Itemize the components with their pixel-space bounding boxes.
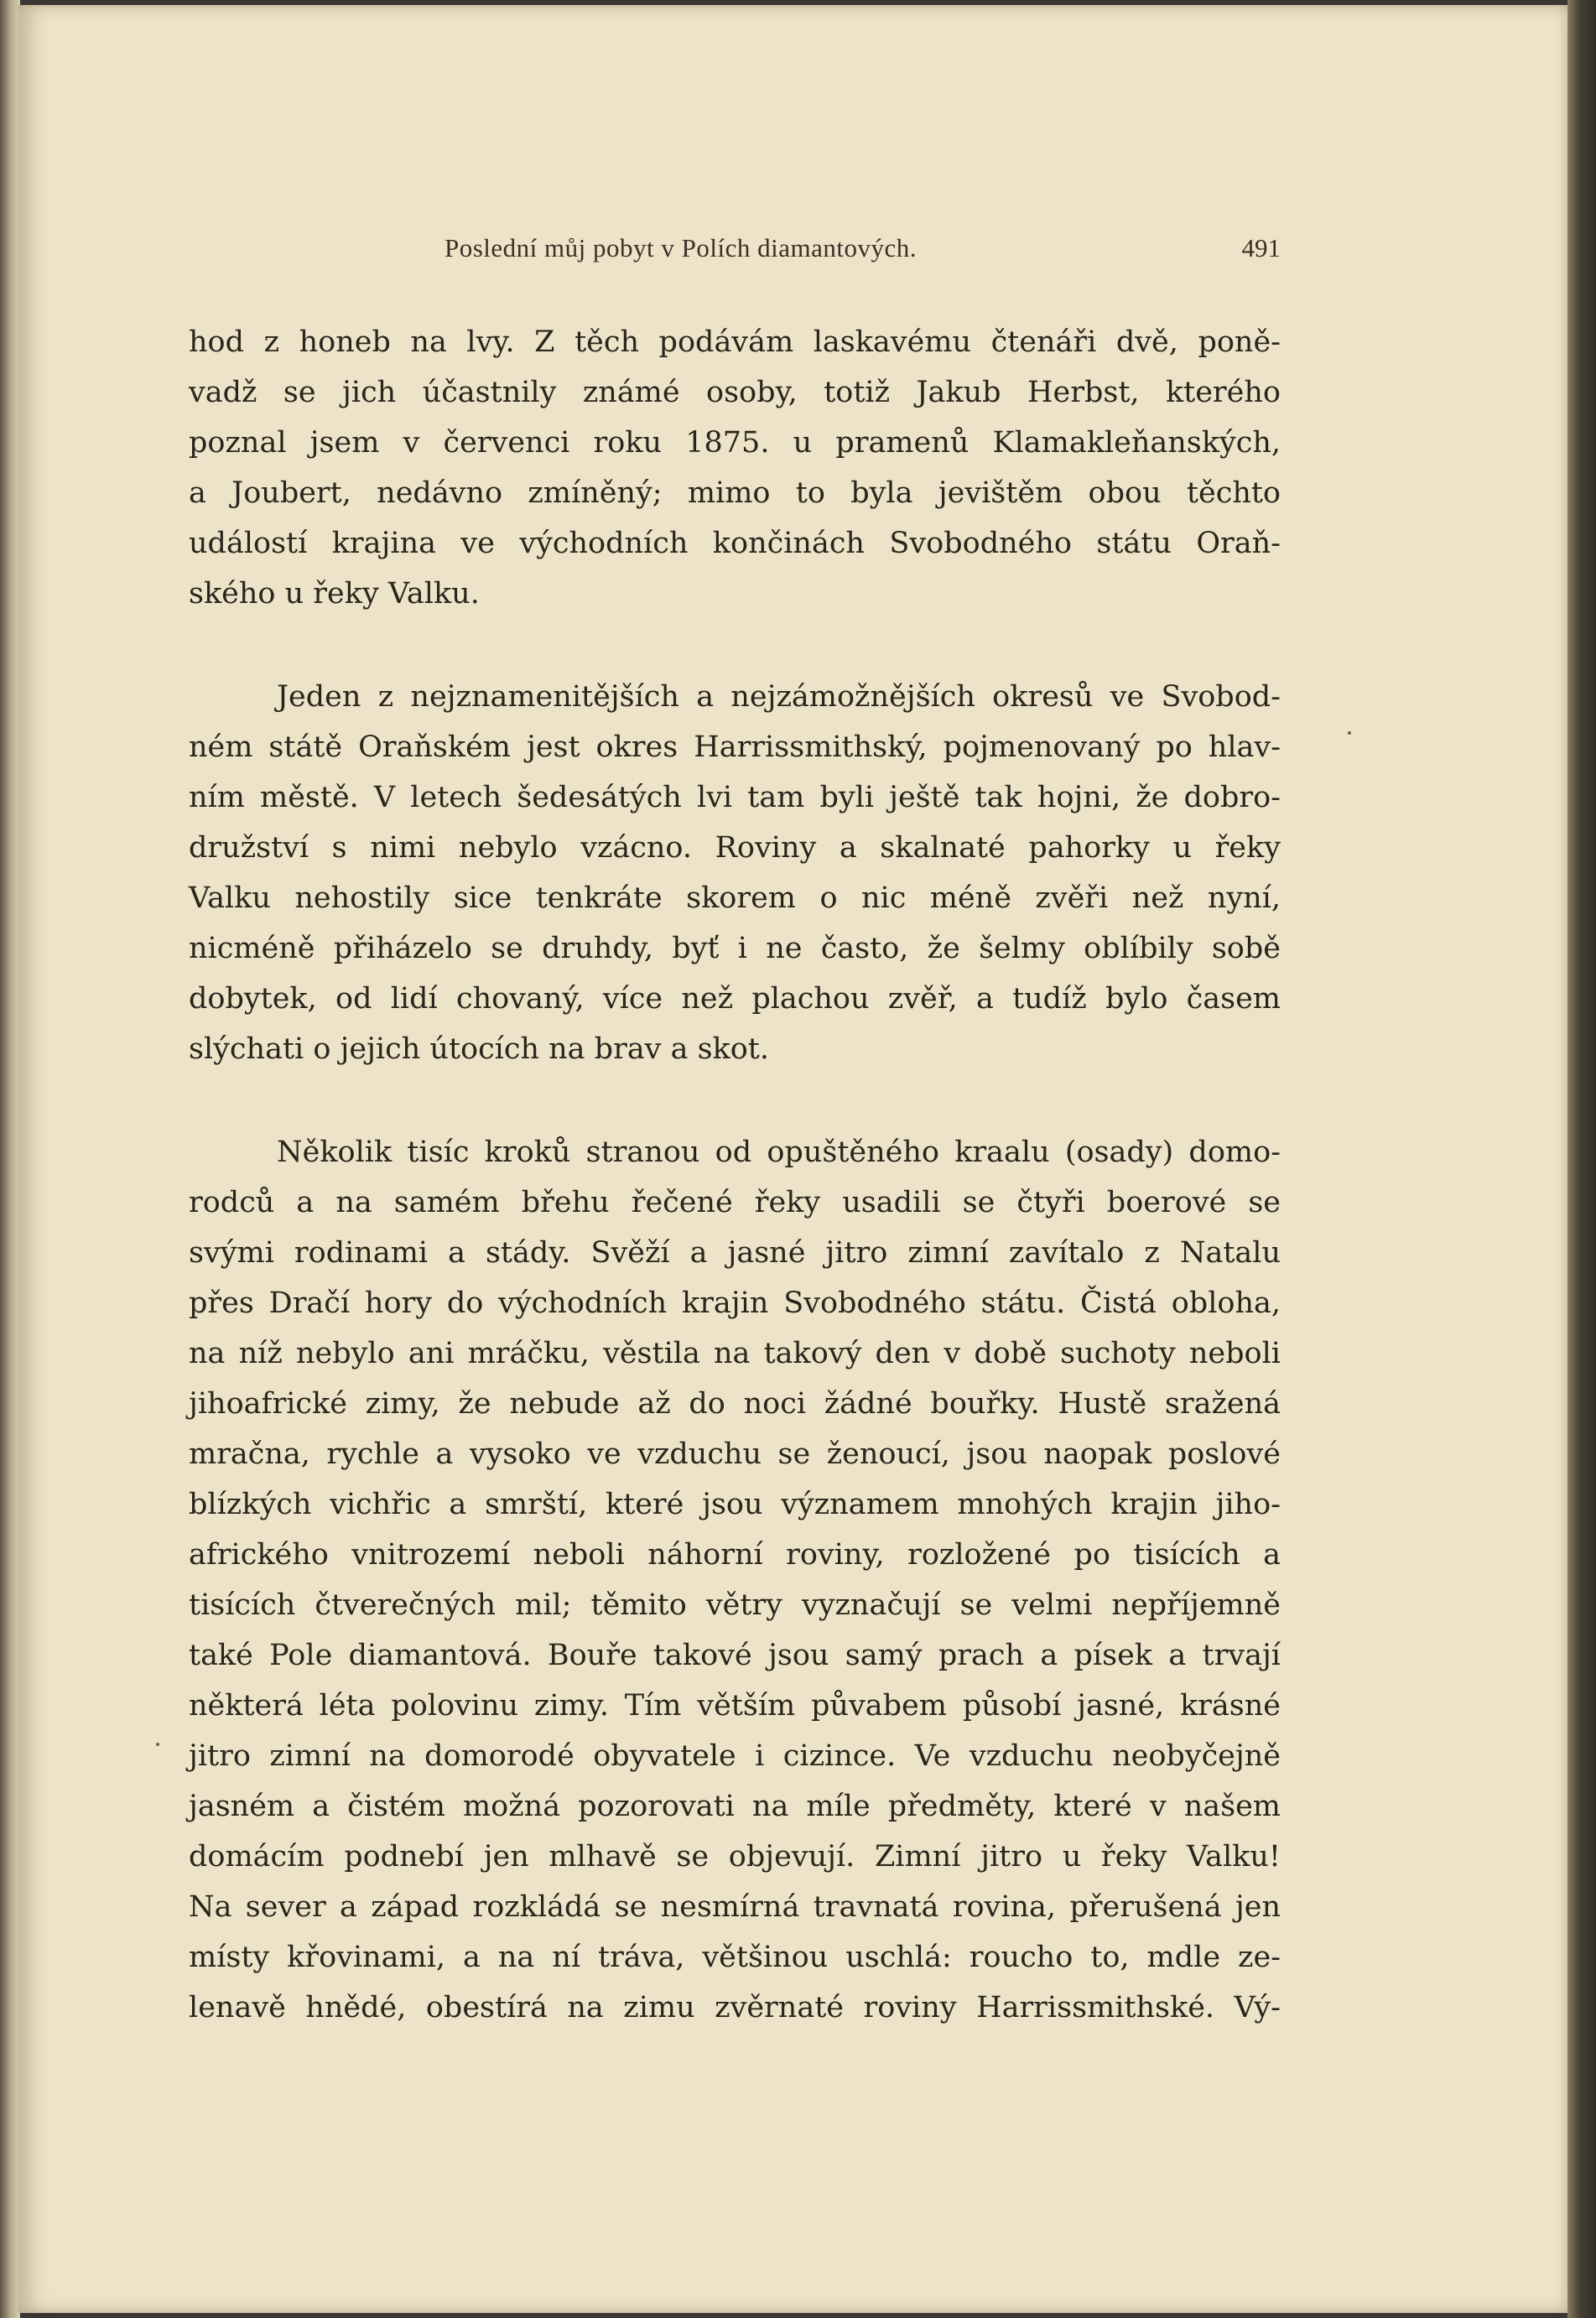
text-line: také Pole diamantová. Bouře takové jsou samý prach a písek a trvají [189,1639,1281,1672]
text-line: družství s nimi nebylo vzácno. Roviny a skalnaté pahorky u řeky [189,831,1281,865]
text-line: přes Dračí hory do východních krajin Svobodného státu. Čistá obloha, [189,1286,1281,1320]
text-line: svými rodinami a stády. Svěží a jasné jitro zimní zavítalo z Natalu [189,1236,1281,1270]
text-line: lenavě hnědé, obestírá na zimu zvěrnaté roviny Harrissmithské. Vý- [189,1991,1281,2024]
text-line: tisících čtverečných mil; těmito větry vyznačují se velmi nepříjemně [189,1588,1281,1622]
text-line: hod z honeb na lvy. Z těch podávám laskavému čtenáři dvě, poně- [189,325,1281,359]
text-line: událostí krajina ve východních končinách Svobodného státu Oraň- [189,527,1281,560]
running-title: Poslední můj pobyt v Polích diamantových. [444,233,917,262]
text-line: ním městě. V letech šedesátých lvi tam byli ještě tak hojni, že dobro- [189,781,1281,814]
text-line: poznal jsem v červenci roku 1875. u pramenů Klamakleňanských, [189,426,1281,460]
text-line: Jeden z nejznamenitějších a nejzámožnějších okresů ve Svobod- [277,680,1281,714]
book-binding [0,0,20,2318]
text-line: a Joubert, nedávno zmíněný; mimo to byla jevištěm obou těchto [189,476,1281,510]
text-line: jasném a čistém možná pozorovati na míle předměty, které v našem [189,1790,1281,1823]
text-line: slýchati o jejich útocích na brav a skot. [189,1032,770,1066]
text-line: na níž nebylo ani mráčku, věstila na takový den v době suchoty neboli [189,1337,1281,1370]
page-edge [1567,0,1596,2318]
text-line: nicméně přiházelo se druhdy, byť i ne často, že šelmy oblíbily sobě [189,932,1281,965]
text-line: blízkých vichřic a smrští, které jsou významem mnohých krajin jiho- [189,1488,1281,1521]
text-line: mračna, rychle a vysoko ve vzduchu se ženoucí, jsou naopak poslové [189,1437,1281,1471]
body-text [189,317,1281,2033]
text-line: místy křovinami, a na ní tráva, většinou uschlá: roucho to, mdle ze- [189,1941,1281,1974]
page-number: 491 [1241,233,1281,262]
text-line: vadž se jich účastnily známé osoby, totiž Jakub Herbst, kterého [189,376,1281,409]
text-line: Na sever a západ rozkládá se nesmírná travnatá rovina, přerušená jen [189,1890,1281,1924]
text-line: afrického vnitrozemí neboli náhorní roviny, rozložené po tisících a [189,1538,1281,1572]
text-line: Valku nehostily sice tenkráte skorem o nic méně zvěři než nyní, [189,881,1281,915]
paragraph-gap [189,1074,1281,1127]
text-line: rodců a na samém břehu řečené řeky usadili se čtyři boerové se [189,1186,1281,1219]
text-line: jihoafrické zimy, že nebude až do noci žádné bouřky. Hustě sražená [189,1387,1281,1421]
text-line: dobytek, od lidí chovaný, více než plachou zvěř, a tudíž bylo časem [189,982,1281,1016]
paragraph [189,317,1281,619]
text-line: jitro zimní na domorodé obyvatele i cizince. Ve vzduchu neobyčejně [189,1739,1281,1773]
text-line: ského u řeky Valku. [189,577,480,611]
paragraph-gap [189,619,1281,672]
text-line: ném státě Oraňském jest okres Harrissmithský, pojmenovaný po hlav- [189,730,1281,764]
paragraph [189,672,1281,1074]
page-speck [1348,731,1351,735]
page-speck [156,1743,159,1746]
paragraph [189,1127,1281,2033]
text-line: domácím podnebí jen mlhavě se objevují. Zimní jitro u řeky Valku! [189,1840,1281,1874]
text-line: Několik tisíc kroků stranou od opuštěného kraalu (osady) domo- [277,1136,1281,1169]
text-line: některá léta polovinu zimy. Tím větším půvabem působí jasné, krásné [189,1689,1281,1723]
